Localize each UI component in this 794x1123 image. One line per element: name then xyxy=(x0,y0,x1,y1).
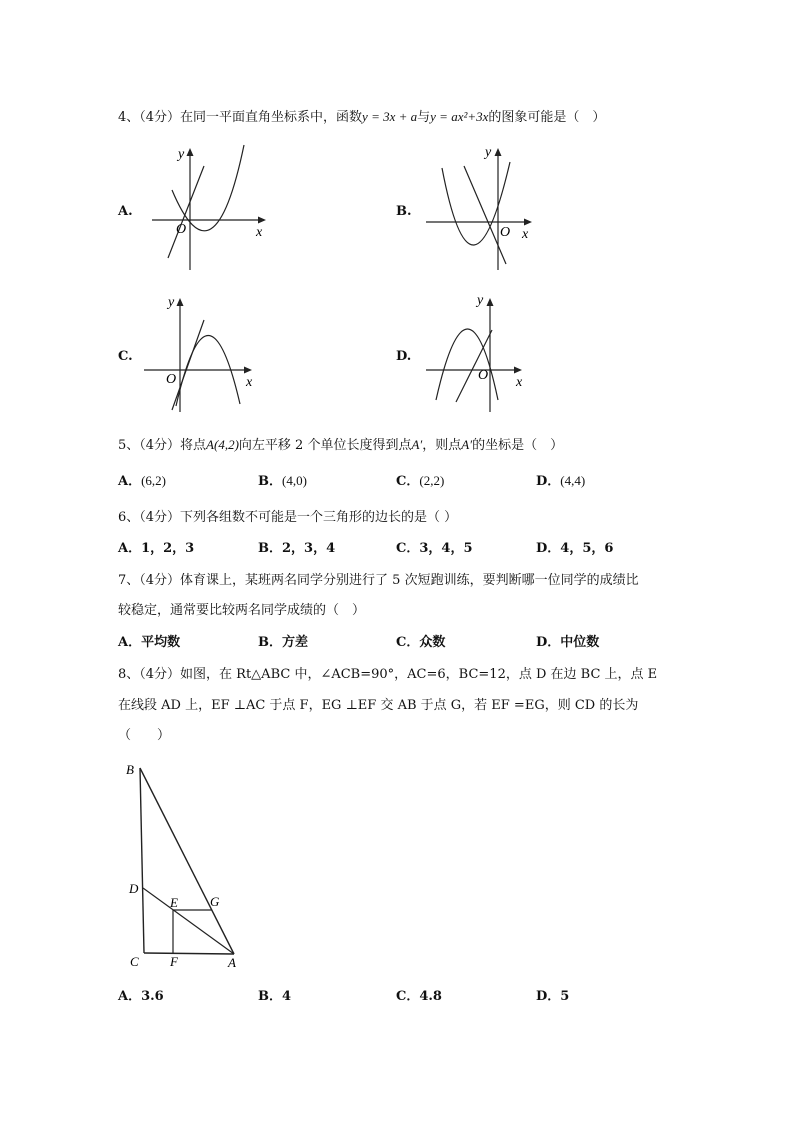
parabola xyxy=(436,329,498,400)
label-c: C xyxy=(130,954,139,969)
q4-option-d-letter: D. xyxy=(396,349,412,364)
q8-stem-line-2: 在线段 AD 上，EF ⊥AC 于点 F，EG ⊥EF 交 AB 于点 G，若 EF =EG，则 CD 的长为 xyxy=(118,698,639,713)
q4-option-a-letter: A. xyxy=(118,204,133,219)
y-axis-arrow xyxy=(187,148,194,156)
q6-option-c: C．3，4，5 xyxy=(396,541,473,556)
x-axis-arrow xyxy=(244,367,252,374)
straight-line xyxy=(168,166,204,258)
y-axis-label: y xyxy=(477,293,484,308)
q4-stem-mid: 与 xyxy=(417,110,431,125)
option-letter: A． xyxy=(118,474,142,489)
q7-option-c: C．众数 xyxy=(396,635,446,650)
x-axis-label: x xyxy=(256,225,263,240)
q5-option-c xyxy=(396,472,444,491)
x-axis-arrow xyxy=(258,217,266,224)
label-d: D xyxy=(129,881,139,896)
q8-triangle-figure xyxy=(122,758,252,973)
q6-option-a: A．1，2，3 xyxy=(118,541,195,556)
q8-option-c: C．4.8 xyxy=(396,989,442,1004)
y-axis-arrow xyxy=(487,298,494,306)
q8-stem-line-1: 8、（4分）如图，在 Rt△ABC 中，∠ACB=90°，AC=6，BC=12，点 D 在边 BC 上，点 E xyxy=(118,667,658,682)
straight-line xyxy=(464,166,506,264)
q5-point-a-prime-2: A′ xyxy=(461,437,473,452)
q4-function-1: y = 3x + a xyxy=(362,109,418,124)
option-value: (4,0) xyxy=(282,473,307,488)
q8-stem-line-3: （ ） xyxy=(118,728,171,743)
q6-option-d: D．4，5，6 xyxy=(536,541,614,556)
label-g: G xyxy=(210,894,220,909)
option-letter: C． xyxy=(396,474,420,489)
q7-option-b: B．方差 xyxy=(258,635,308,650)
x-axis-arrow xyxy=(514,367,522,374)
q5-point-a-prime: A′ xyxy=(411,437,423,452)
q4-stem xyxy=(118,108,605,127)
y-axis-label: y xyxy=(178,147,185,162)
origin-label: O xyxy=(478,368,489,383)
segment-bc xyxy=(140,768,144,953)
option-value: (4,4) xyxy=(560,473,586,488)
q7-option-d: D．中位数 xyxy=(536,635,600,650)
option-value: (2,2) xyxy=(419,473,445,488)
q4-function-2: y = ax²+3x xyxy=(430,109,489,124)
q4-stem-prefix: 4、（4分）在同一平面直角坐标系中，函数 xyxy=(118,110,363,125)
q5-point-a: A(4,2) xyxy=(206,437,239,452)
q7-stem-line-1: 7、（4分）体育课上，某班两名同学分别进行了 5 次短跑训练，要判断哪一位同学的成绩比 xyxy=(118,573,639,588)
label-b: B xyxy=(126,762,134,777)
q5-option-b xyxy=(258,472,307,491)
q5-stem xyxy=(118,436,563,455)
option-value: (6,2) xyxy=(141,473,167,488)
straight-line xyxy=(456,330,492,402)
q5-stem-b: 向左平移 2 个单位长度得到点 xyxy=(238,438,412,453)
x-axis-arrow xyxy=(524,219,532,226)
y-axis-arrow xyxy=(177,298,184,306)
q8-option-d: D．5 xyxy=(536,989,570,1004)
straight-line xyxy=(172,320,204,410)
segment-ab xyxy=(140,768,234,954)
q8-option-b: B．4 xyxy=(258,989,292,1004)
q4-stem-suffix: 的图象可能是（ ） xyxy=(488,110,606,125)
q8-option-a: A．3.6 xyxy=(118,989,164,1004)
x-axis-label: x xyxy=(516,375,523,390)
q4-graph-c xyxy=(140,288,270,418)
segment-da xyxy=(143,888,234,954)
q5-stem-c: ，则点 xyxy=(422,438,462,453)
origin-label: O xyxy=(176,222,187,237)
x-axis-label: x xyxy=(246,375,253,390)
segment-ca xyxy=(144,953,234,954)
y-axis-label: y xyxy=(485,145,492,160)
origin-label: O xyxy=(166,372,177,387)
y-axis-label: y xyxy=(168,295,175,310)
x-axis-label: x xyxy=(522,227,529,242)
q4-option-c-letter: C. xyxy=(118,349,133,364)
q4-option-b-letter: B. xyxy=(396,204,412,219)
q4-graph-a xyxy=(148,140,278,275)
q6-option-b: B．2，3，4 xyxy=(258,541,336,556)
q4-graph-b xyxy=(422,140,552,275)
q4-graph-d xyxy=(422,288,552,418)
option-letter: B． xyxy=(258,474,282,489)
q5-option-a xyxy=(118,472,166,491)
label-a: A xyxy=(228,955,236,970)
q5-stem-d: 的坐标是（ ） xyxy=(472,438,564,453)
q7-stem-line-2: 较稳定，通常要比较两名同学成绩的（ ） xyxy=(118,603,366,618)
label-f: F xyxy=(170,954,178,969)
option-letter: D． xyxy=(536,474,561,489)
origin-label: O xyxy=(500,225,511,240)
label-e: E xyxy=(170,895,178,910)
q7-option-a: A．平均数 xyxy=(118,635,181,650)
q5-stem-a: 5、（4分）将点 xyxy=(118,438,207,453)
q6-stem: 6、（4分）下列各组数不可能是一个三角形的边长的是（ ） xyxy=(118,510,458,525)
q5-option-d xyxy=(536,472,585,491)
y-axis-arrow xyxy=(495,148,502,156)
